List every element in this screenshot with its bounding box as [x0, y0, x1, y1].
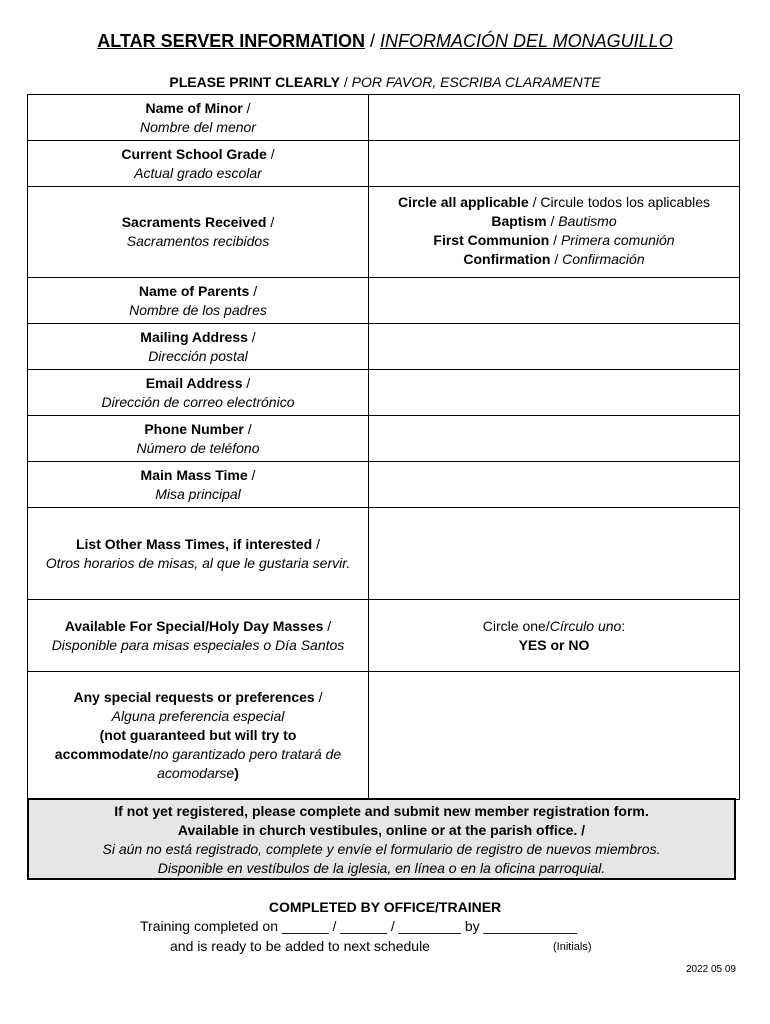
- grade-field[interactable]: [369, 141, 740, 187]
- label-grade: Current School Grade / Actual grado escolar: [28, 141, 369, 187]
- print-instruction: [0, 74, 770, 90]
- label-es: Misa principal: [155, 485, 241, 502]
- row-phone: [28, 416, 740, 462]
- title-separator: /: [364, 31, 380, 51]
- email-field[interactable]: [369, 370, 740, 416]
- label-name-minor: Name of Minor / Nombre del menor: [28, 95, 369, 141]
- name-minor-field[interactable]: [369, 95, 740, 141]
- label-sacraments: Sacraments Received / Sacramentos recibidos: [28, 187, 369, 278]
- phone-field[interactable]: [369, 416, 740, 462]
- initials-label: (Initials): [553, 941, 592, 953]
- label-es: Dirección de correo electrónico: [101, 393, 295, 410]
- yes-no-choice[interactable]: YES or NO: [518, 636, 590, 653]
- label-en: Main Mass Time: [140, 466, 248, 483]
- option-en: Baptism: [491, 213, 547, 229]
- row-main-mass: [28, 462, 740, 508]
- row-email: [28, 370, 740, 416]
- label-en: Current School Grade: [121, 145, 267, 162]
- title-spanish: INFORMACIÓN DEL MONAGUILLO: [379, 31, 673, 51]
- parents-field[interactable]: [369, 278, 740, 324]
- label-en: Mailing Address: [140, 328, 248, 345]
- ready-schedule-line: and is ready to be added to next schedule: [170, 938, 430, 954]
- row-requests: [28, 672, 740, 800]
- label-en: Sacraments Received: [121, 214, 267, 230]
- note-es: no garantizado pero tratará de acomodarse: [152, 746, 342, 781]
- label-phone: Phone Number / Número de teléfono: [28, 416, 369, 462]
- subtitle-spanish: POR FAVOR, ESCRIBA CLARAMENTE: [351, 74, 601, 90]
- subtitle-english: PLEASE PRINT CLEARLY: [169, 74, 340, 90]
- label-en: Name of Parents: [138, 282, 250, 299]
- form-title: [0, 31, 770, 52]
- requests-field[interactable]: [369, 672, 740, 800]
- label-es: Otros horarios de misas, al que le gustaria servir.: [45, 554, 351, 571]
- notice-line-3: Si aún no está registrado, complete y envíe el formulario de registro de nuevos miembros.: [102, 841, 661, 857]
- label-requests: Any special requests or preferences / Alguna preferencia especial (not guaranteed but will try to accommodate/no garantizado pero tratará de acomodarse): [28, 672, 369, 800]
- label-es: Nombre de los padres: [129, 301, 267, 318]
- label-es: Número de teléfono: [136, 439, 260, 456]
- circle-instruction-en: Circle all applicable: [397, 194, 529, 210]
- special-masses-options: Circle one/Círculo uno: YES or NO: [369, 600, 740, 672]
- sacraments-options: Circle all applicable / Circule todos los aplicables Baptism / Bautismo First Communion / Primera comunión Confirmation / Confirmación: [369, 187, 740, 278]
- circle-one-en: Circle one: [482, 617, 546, 634]
- office-section-title: COMPLETED BY OFFICE/TRAINER: [268, 899, 502, 915]
- notice-line-4: Disponible en vestíbulos de la iglesia, en línea o en la oficina parroquial.: [157, 860, 606, 876]
- label-en: Available For Special/Holy Day Masses: [64, 617, 324, 634]
- label-other-mass: List Other Mass Times, if interested / Otros horarios de misas, al que le gustaria servir.: [28, 508, 369, 600]
- label-en: Name of Minor: [145, 99, 243, 116]
- label-es: Nombre del menor: [140, 118, 256, 135]
- form-date: 2022 05 09: [685, 964, 736, 975]
- label-es: Actual grado escolar: [134, 164, 262, 181]
- label-en: Any special requests or preferences: [73, 689, 315, 705]
- option-first-communion[interactable]: First Communion / Primera comunión: [433, 232, 675, 248]
- label-es: Disponible para misas especiales o Día Santos: [51, 636, 345, 653]
- registration-notice: [27, 798, 736, 880]
- row-parents: [28, 278, 740, 324]
- label-en: Email Address: [145, 374, 243, 391]
- label-en: Phone Number: [144, 420, 244, 437]
- note-en-2: accommodate: [54, 746, 149, 762]
- label-mailing: Mailing Address / Dirección postal: [28, 324, 369, 370]
- notice-line-2: Available in church vestibules, online or at the parish office. /: [177, 822, 586, 838]
- label-es: Dirección postal: [148, 347, 248, 364]
- label-en: List Other Mass Times, if interested: [75, 535, 313, 552]
- title-english: ALTAR SERVER INFORMATION: [97, 31, 365, 51]
- circle-one-es: Círculo uno: [549, 617, 622, 634]
- subtitle-separator: /: [340, 74, 352, 90]
- row-grade: [28, 141, 740, 187]
- form-table: [27, 94, 740, 800]
- notice-line-1: If not yet registered, please complete and submit new member registration form.: [114, 803, 649, 819]
- row-other-mass: [28, 508, 740, 600]
- mailing-field[interactable]: [369, 324, 740, 370]
- other-mass-field[interactable]: [369, 508, 740, 600]
- main-mass-field[interactable]: [369, 462, 740, 508]
- row-mailing: [28, 324, 740, 370]
- label-email: Email Address / Dirección de correo electrónico: [28, 370, 369, 416]
- option-es: Confirmación: [562, 251, 645, 267]
- row-special-masses: [28, 600, 740, 672]
- option-baptism[interactable]: Baptism / Bautismo: [491, 213, 617, 229]
- label-special-masses: Available For Special/Holy Day Masses / Disponible para misas especiales o Día Santos: [28, 600, 369, 672]
- row-sacraments: [28, 187, 740, 278]
- option-en: Confirmation: [463, 251, 551, 267]
- option-en: First Communion: [433, 232, 550, 248]
- label-es: Alguna preferencia especial: [111, 708, 285, 724]
- label-parents: Name of Parents / Nombre de los padres: [28, 278, 369, 324]
- training-completed-line[interactable]: Training completed on ______ / ______ / ________ by ____________: [140, 918, 577, 934]
- option-es: Bautismo: [558, 213, 617, 229]
- label-main-mass: Main Mass Time / Misa principal: [28, 462, 369, 508]
- row-name-minor: [28, 95, 740, 141]
- circle-instruction-es: Circule todos los aplicables: [540, 194, 711, 210]
- note-en: (not guaranteed but will try to: [99, 727, 297, 743]
- option-es: Primera comunión: [560, 232, 675, 248]
- label-es: Sacramentos recibidos: [126, 233, 270, 249]
- option-confirmation[interactable]: Confirmation / Confirmación: [463, 251, 645, 267]
